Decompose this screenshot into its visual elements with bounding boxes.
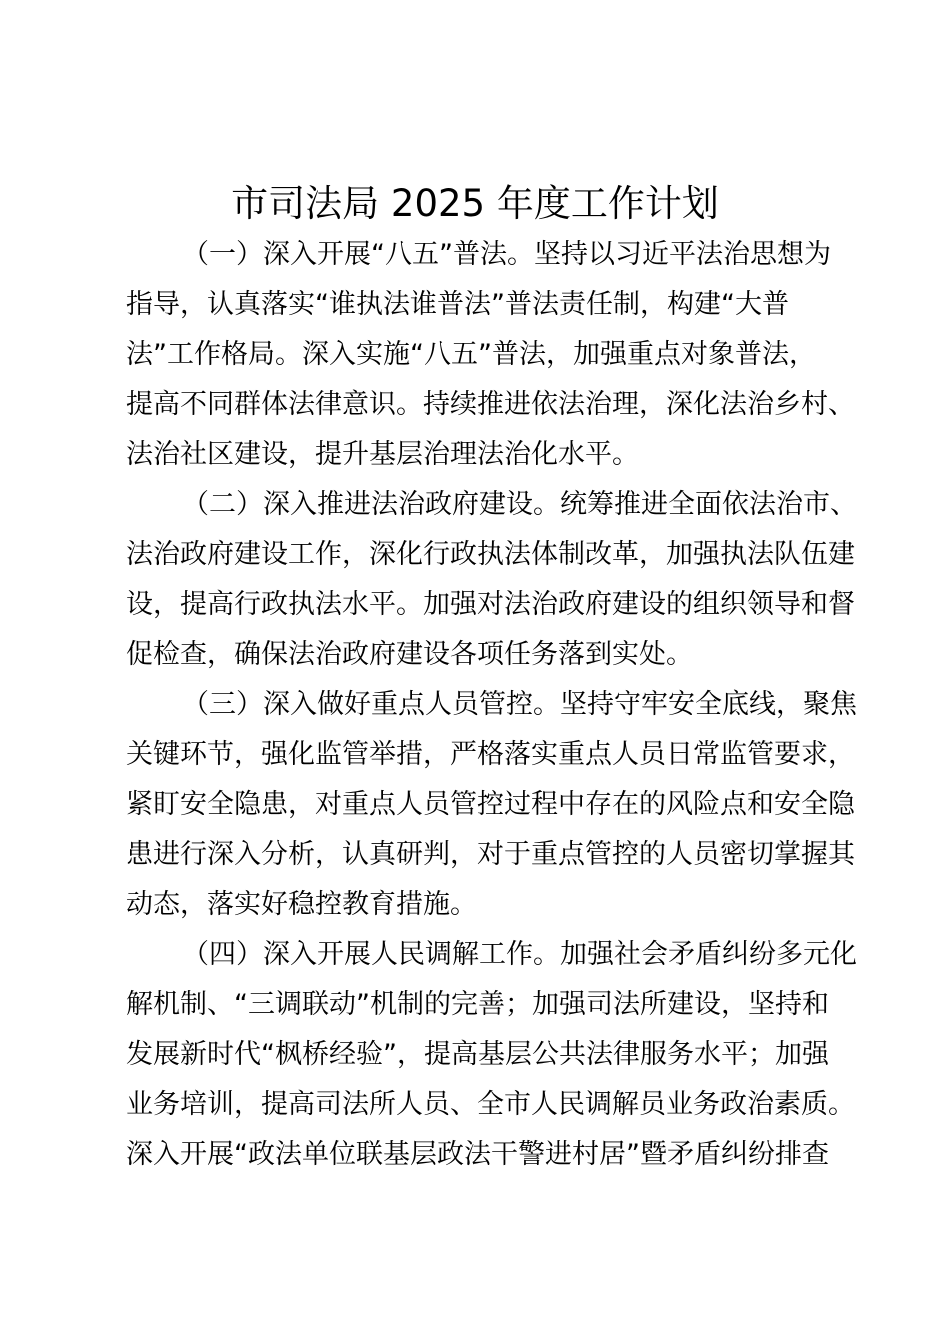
text-line: 患进行深入分析，认真研判，对于重点管控的人员密切掌握其 [126,839,855,870]
text-line: 法治政府建设工作，深化行政执法体制改革，加强执法队伍建 [126,539,855,570]
text-line: 法”工作格局。深入实施“八五”普法，加强重点对象普法， [126,339,816,370]
paragraph-2 [126,480,857,680]
text-line: （一）深入开展“八五”普法。坚持以习近平法治思想为 [182,239,831,270]
text-line: 设，提高行政执法水平。加强对法治政府建设的组织领导和督 [126,589,855,620]
paragraph-3 [126,680,857,930]
document-body [126,230,857,1180]
document-title: 市司法局 2025 年度工作计划 [231,182,719,225]
text-line: 发展新时代“枫桥经验”，提高基层公共法律服务水平；加强 [126,1039,829,1070]
text-line: 关键环节，强化监管举措，严格落实重点人员日常监管要求， [126,739,855,770]
text-line: 解机制、“三调联动”机制的完善；加强司法所建设，坚持和 [126,989,829,1020]
paragraph-4 [126,930,857,1180]
text-line: 促检查，确保法治政府建设各项任务落到实处。 [126,639,693,670]
text-line: 深入开展“政法单位联基层政法干警进村居”暨矛盾纠纷排查 [126,1139,829,1170]
text-line: （三）深入做好重点人员管控。坚持守牢安全底线，聚焦 [182,689,857,720]
text-line: 紧盯安全隐患，对重点人员管控过程中存在的风险点和安全隐 [126,789,855,820]
text-line: 业务培训，提高司法所人员、全市人民调解员业务政治素质。 [126,1089,855,1120]
text-line: 提高不同群体法律意识。持续推进依法治理，深化法治乡村、 [126,389,855,420]
text-line: （四）深入开展人民调解工作。加强社会矛盾纠纷多元化 [182,939,857,970]
text-line: 指导，认真落实“谁执法谁普法”普法责任制，构建“大普 [126,289,789,320]
paragraph-1 [126,230,855,480]
text-line: 法治社区建设，提升基层治理法治化水平。 [126,439,639,470]
text-line: 动态，落实好稳控教育措施。 [126,889,477,920]
text-line: （二）深入推进法治政府建设。统筹推进全面依法治市、 [182,489,857,520]
